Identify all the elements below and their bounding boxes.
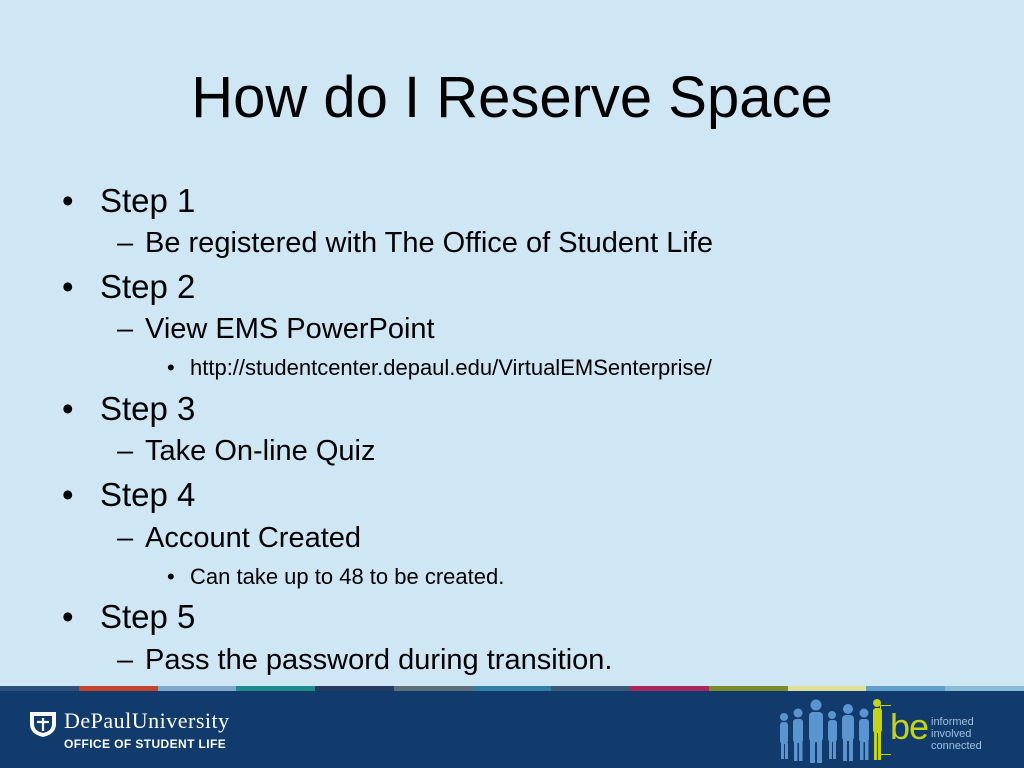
bullet-icon: • [62, 598, 74, 635]
be-logo-tagline [931, 716, 982, 752]
subitem-text: Be registered with The Office of Student Life [145, 227, 713, 259]
subitem-text: Take On-line Quiz [145, 435, 376, 467]
people-silhouettes-icon [776, 695, 890, 765]
bullet-icon: • [62, 268, 74, 305]
bullet-icon: • [62, 476, 74, 513]
tagline-word: connected [931, 740, 982, 752]
subitem-text: Pass the password during transition. [145, 644, 613, 676]
step-label: Step 2 [100, 268, 196, 305]
office-name: OFFICE OF STUDENT LIFE [64, 737, 227, 751]
bullet-icon: • [167, 564, 175, 589]
dash-icon: – [117, 644, 134, 676]
footer-bar [0, 691, 1024, 768]
step-label: Step 5 [100, 598, 196, 635]
tagline-word: informed [931, 716, 974, 728]
bullet-icon: • [62, 182, 74, 219]
slide-title: How do I Reserve Space [191, 65, 833, 130]
dash-icon: – [117, 522, 134, 554]
step-label: Step 1 [100, 182, 196, 219]
step-label: Step 4 [100, 476, 196, 513]
tagline-word: involved [931, 728, 972, 740]
dash-icon: – [117, 313, 134, 345]
subitem-text: View EMS PowerPoint [145, 313, 435, 345]
bullet-icon: • [62, 390, 74, 427]
dash-icon: – [117, 227, 134, 259]
depaul-crest-icon [28, 708, 58, 738]
step-label: Step 3 [100, 390, 196, 427]
be-logo-letters: be [890, 706, 929, 747]
detail-link[interactable]: http://studentcenter.depaul.edu/VirtualEMSenterprise/ [190, 355, 712, 380]
subitem-text: Account Created [145, 522, 362, 554]
detail-text: Can take up to 48 to be created. [190, 564, 505, 589]
dash-icon: – [117, 435, 134, 467]
bullet-icon: • [167, 355, 175, 380]
university-name: DePaulUniversity [64, 708, 230, 733]
